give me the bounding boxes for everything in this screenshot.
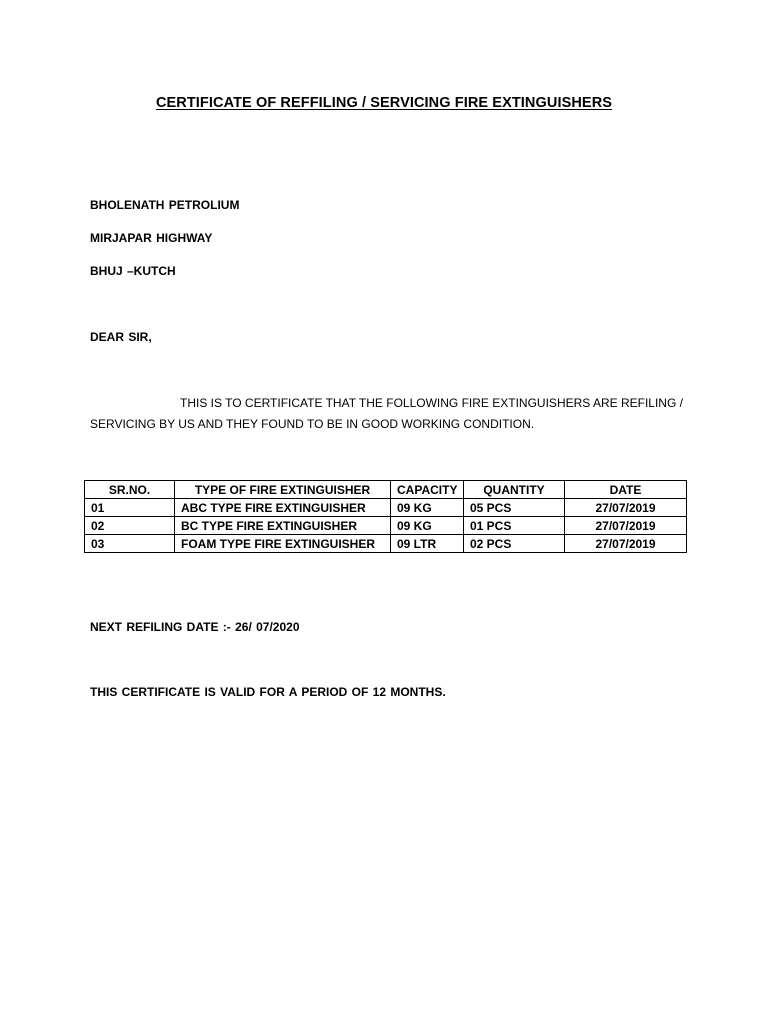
header-quantity: QUANTITY: [464, 481, 565, 499]
cell-type: FOAM TYPE FIRE EXTINGUISHER: [175, 535, 391, 553]
certificate-body: [90, 393, 690, 435]
certificate-body-line-2: SERVICING BY US AND THEY FOUND TO BE IN GOOD WORKING CONDITION.: [90, 417, 535, 431]
table-row: [85, 517, 687, 535]
salutation: DEAR SIR,: [90, 330, 152, 344]
cell-date: 27/07/2019: [565, 535, 687, 553]
cell-type: ABC TYPE FIRE EXTINGUISHER: [175, 499, 391, 517]
cell-capacity: 09 LTR: [391, 535, 464, 553]
validity-statement: THIS CERTIFICATE IS VALID FOR A PERIOD OF 12 MONTHS.: [90, 685, 446, 699]
table-row: [85, 499, 687, 517]
header-date: DATE: [565, 481, 687, 499]
address-line-1: BHOLENATH PETROLIUM: [90, 198, 240, 212]
cell-date: 27/07/2019: [565, 517, 687, 535]
table-row: [85, 535, 687, 553]
certificate-title: CERTIFICATE OF REFFILING / SERVICING FIRE EXTINGUISHERS: [155, 95, 613, 111]
address-line-2: MIRJAPAR HIGHWAY: [90, 231, 213, 245]
cell-sr-no: 02: [85, 517, 175, 535]
cell-capacity: 09 KG: [391, 517, 464, 535]
extinguisher-table: [84, 480, 687, 553]
header-capacity: CAPACITY: [391, 481, 464, 499]
cell-date: 27/07/2019: [565, 499, 687, 517]
cell-quantity: 01 PCS: [464, 517, 565, 535]
cell-quantity: 05 PCS: [464, 499, 565, 517]
header-type: TYPE OF FIRE EXTINGUISHER: [175, 481, 391, 499]
address-line-3: BHUJ –KUTCH: [90, 264, 176, 278]
table-header-row: [85, 481, 687, 499]
certificate-body-line-1: THIS IS TO CERTIFICATE THAT THE FOLLOWING FIRE EXTINGUISHERS ARE REFILING /: [180, 396, 683, 410]
next-refilling-date: NEXT REFILING DATE :- 26/ 07/2020: [90, 620, 300, 634]
header-sr-no: SR.NO.: [85, 481, 175, 499]
cell-quantity: 02 PCS: [464, 535, 565, 553]
cell-sr-no: 03: [85, 535, 175, 553]
cell-sr-no: 01: [85, 499, 175, 517]
cell-capacity: 09 KG: [391, 499, 464, 517]
cell-type: BC TYPE FIRE EXTINGUISHER: [175, 517, 391, 535]
